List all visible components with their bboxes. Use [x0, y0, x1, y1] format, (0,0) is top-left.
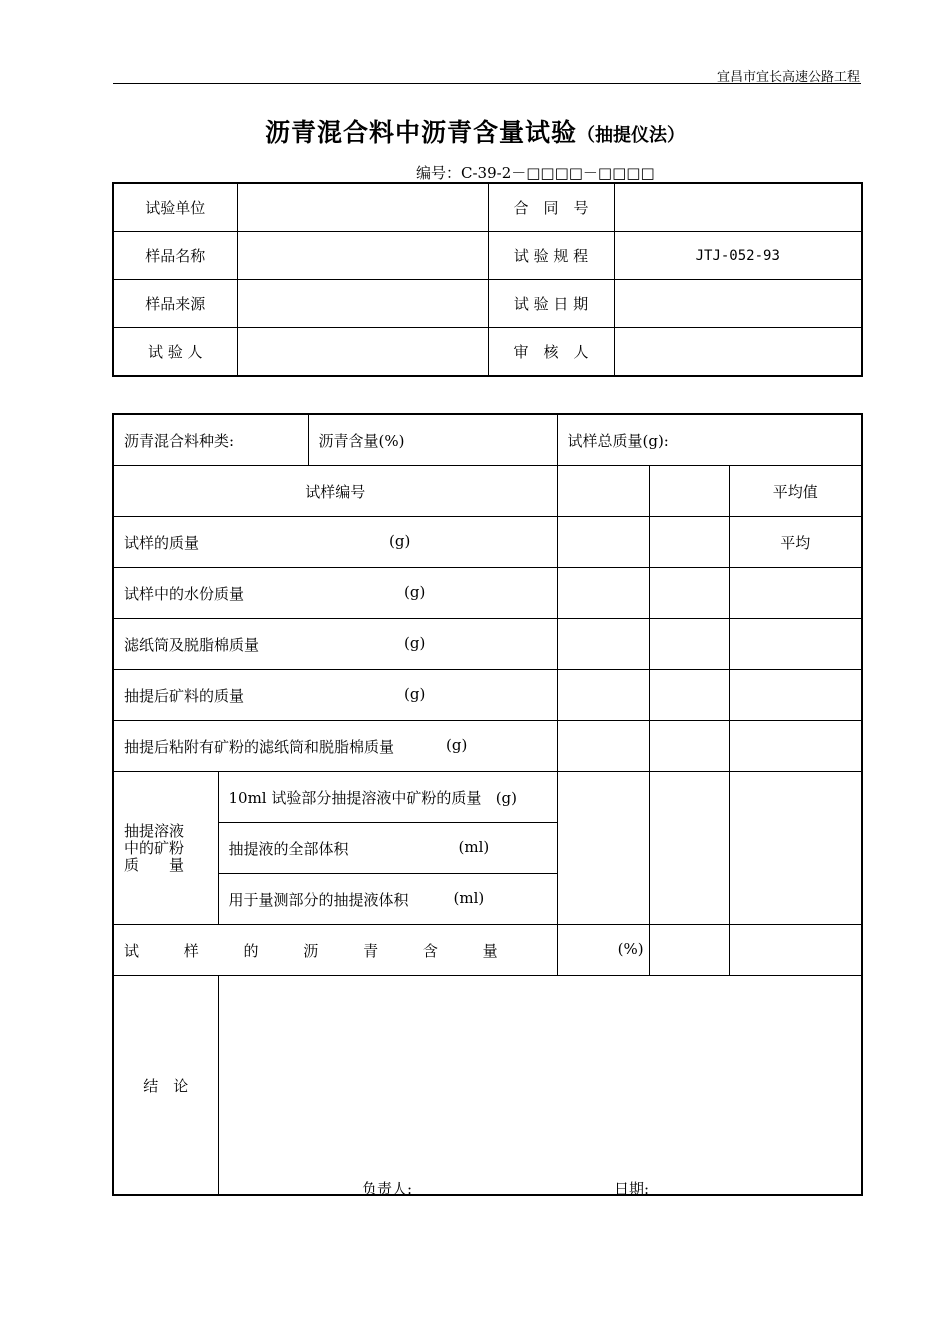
source-value[interactable]	[237, 280, 488, 328]
row-average: 平均	[729, 517, 862, 568]
responsible-label: 负责人:	[362, 1180, 413, 1198]
table-row	[113, 721, 862, 772]
header-rule	[113, 83, 861, 84]
sub-row-unit: (g)	[495, 788, 518, 807]
unit-label: 试验单位	[113, 183, 237, 232]
value-cell[interactable]	[729, 925, 862, 976]
date-label: 试 验 日 期	[488, 280, 614, 328]
row-average[interactable]	[729, 670, 862, 721]
info-row	[113, 183, 862, 232]
group-label-line: 中的矿粉	[124, 838, 185, 857]
row-label-text: 试样中的水份质量	[124, 584, 245, 603]
sub-row-text: 10ml 试验部分抽提溶液中矿粉的质量	[228, 788, 482, 807]
sub-row-label	[218, 823, 557, 874]
tester-label: 试 验 人	[113, 328, 237, 377]
value-cell[interactable]	[729, 772, 862, 925]
unit-value[interactable]	[237, 183, 488, 232]
row-label	[113, 517, 557, 568]
value-cell[interactable]	[649, 772, 729, 925]
row-label-text: 抽提后粘附有矿粉的滤纸筒和脱脂棉质量	[124, 737, 395, 756]
sample-no-label: 试样编号	[113, 466, 557, 517]
spec-value[interactable]: JTJ-052-93	[614, 232, 862, 280]
row-label	[113, 670, 557, 721]
content-label-text: 试 样 的 沥 青 含 量	[124, 941, 518, 960]
value-cell[interactable]	[649, 925, 729, 976]
header-org: 宜昌市宜长高速公路工程	[716, 70, 860, 85]
title-sub: （抽提仪法）	[577, 125, 685, 146]
sign-date-label: 日期:	[614, 1180, 650, 1198]
sample-label: 样品名称	[113, 232, 237, 280]
conclusion-field[interactable]	[218, 976, 862, 1196]
source-label: 样品来源	[113, 280, 237, 328]
row-average[interactable]	[729, 721, 862, 772]
form-code: 编号：C-39-2－□□□□－□□□□	[416, 164, 655, 182]
row-average[interactable]	[729, 568, 862, 619]
value-cell[interactable]	[649, 670, 729, 721]
test-table	[112, 413, 863, 1196]
value-cell[interactable]	[557, 721, 649, 772]
table-row	[113, 414, 862, 466]
row-label-text: 试样的质量	[124, 533, 200, 552]
mix-type-label: 沥青混合料种类:	[113, 414, 308, 466]
row-average[interactable]	[729, 619, 862, 670]
row-label-text: 抽提后矿料的质量	[124, 686, 245, 705]
row-label-text: 滤纸筒及脱脂棉质量	[124, 635, 260, 654]
sub-row-label	[218, 772, 557, 823]
table-row	[113, 517, 862, 568]
value-cell[interactable]	[557, 772, 649, 925]
info-row	[113, 232, 862, 280]
date-value[interactable]	[614, 280, 862, 328]
group-label	[113, 772, 218, 925]
reviewer-value[interactable]	[614, 328, 862, 377]
table-row	[113, 925, 862, 976]
sample-value[interactable]	[237, 232, 488, 280]
total-mass-label: 试样总质量(g):	[557, 414, 862, 466]
value-cell[interactable]	[557, 517, 649, 568]
row-label	[113, 619, 557, 670]
table-row	[113, 772, 862, 823]
title-main: 沥青混合料中沥青含量试验	[264, 118, 577, 147]
group-label-line: 抽提溶液	[124, 821, 185, 840]
sub-row-label	[218, 874, 557, 925]
value-cell[interactable]	[557, 670, 649, 721]
row-unit: (g)	[404, 684, 426, 703]
table-row	[113, 976, 862, 1196]
row-unit: (g)	[389, 531, 411, 550]
row-unit: (g)	[404, 633, 426, 652]
row-unit: (g)	[446, 735, 468, 754]
value-cell[interactable]	[557, 619, 649, 670]
table-row	[113, 466, 862, 517]
sample-no-cell[interactable]	[557, 466, 649, 517]
info-row	[113, 280, 862, 328]
content-unit: (%)	[617, 939, 644, 958]
spec-label: 试 验 规 程	[488, 232, 614, 280]
contract-label: 合 同 号	[488, 183, 614, 232]
row-label	[113, 721, 557, 772]
sub-row-unit: (ml)	[453, 888, 485, 907]
info-table	[112, 182, 863, 377]
info-row	[113, 328, 862, 377]
sub-row-text: 抽提液的全部体积	[228, 839, 349, 858]
average-header: 平均值	[729, 466, 862, 517]
sub-row-text: 用于量测部分的抽提液体积	[228, 890, 409, 909]
page-title	[0, 113, 950, 149]
value-cell[interactable]	[649, 568, 729, 619]
content-label	[113, 925, 644, 976]
table-row	[113, 568, 862, 619]
conclusion-label: 结 论	[113, 976, 218, 1196]
table-row	[113, 670, 862, 721]
sub-row-unit: (ml)	[458, 837, 490, 856]
asphalt-content-label: 沥青含量(%)	[308, 414, 557, 466]
reviewer-label: 审 核 人	[488, 328, 614, 377]
table-row	[113, 619, 862, 670]
group-label-line: 质 量	[124, 855, 185, 874]
tester-value[interactable]	[237, 328, 488, 377]
value-cell[interactable]	[557, 568, 649, 619]
contract-value[interactable]	[614, 183, 862, 232]
sample-no-cell[interactable]	[649, 466, 729, 517]
value-cell[interactable]	[649, 721, 729, 772]
row-unit: (g)	[404, 582, 426, 601]
row-label	[113, 568, 557, 619]
value-cell[interactable]	[649, 619, 729, 670]
value-cell[interactable]	[649, 517, 729, 568]
